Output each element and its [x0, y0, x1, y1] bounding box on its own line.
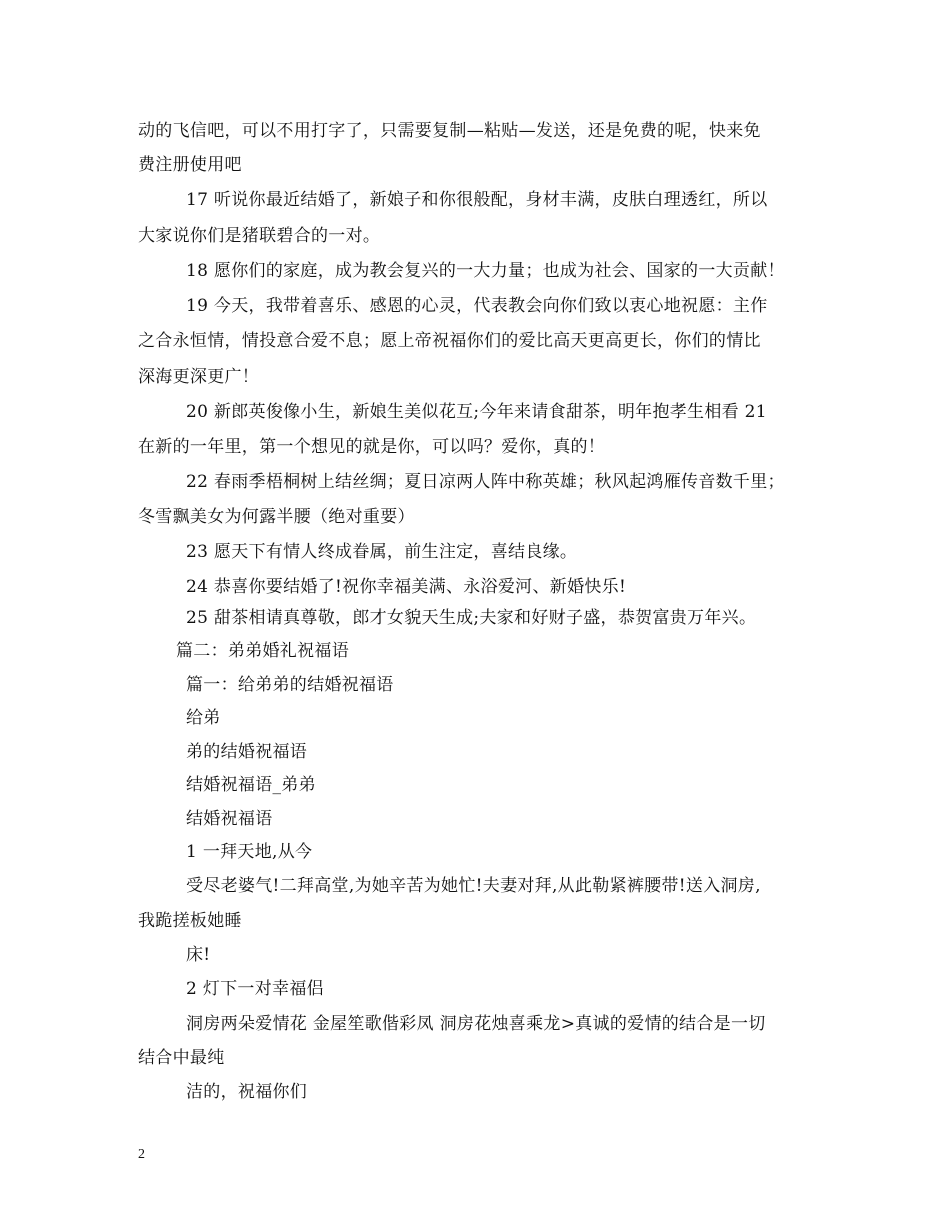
body-line: 结合中最纯 [138, 1048, 225, 1068]
body-line: 给弟 [186, 708, 221, 728]
body-line: 深海更深更广！ [138, 367, 260, 387]
body-line: 受尽老婆气!二拜高堂,为她辛苦为她忙!夫妻对拜,从此勒紧裤腰带!送入洞房, [186, 876, 761, 896]
body-line: 床! [186, 945, 211, 965]
body-line: 弟的结婚祝福语 [186, 742, 308, 762]
body-line: 在新的一年里，第一个想见的就是你，可以吗？爱你，真的！ [138, 437, 606, 457]
body-line: 之合永恒情，情投意合爱不息；愿上帝祝福你们的爱比高天更高更长，你们的情比 [138, 331, 761, 351]
body-line: 22 春雨季梧桐树上结丝绸；夏日凉两人阵中称英雄；秋风起鸿雁传音数千里； [186, 472, 785, 492]
body-line: 大家说你们是猪联碧合的一对。 [138, 226, 381, 246]
subsection-heading: 篇一：给弟弟的结婚祝福语 [186, 675, 394, 695]
body-line: 结婚祝福语 [186, 809, 273, 829]
body-line: 25 甜茶相请真尊敬，郎才女貌天生成;夫家和好财子盛，恭贺富贵万年兴。 [186, 608, 757, 628]
page-number: 2 [138, 1147, 145, 1162]
body-line: 冬雪飘美女为何露半腰（绝对重要） [138, 507, 415, 527]
body-line: 1 一拜天地,从今 [186, 842, 313, 862]
section-heading: 篇二：弟弟婚礼祝福语 [176, 641, 349, 661]
body-line: 19 今天，我带着喜乐、感恩的心灵，代表教会向你们致以衷心地祝愿：主作 [186, 296, 768, 316]
body-line: 结婚祝福语_弟弟 [186, 775, 316, 795]
body-line: 20 新郎英俊像小生，新娘生美似花互;今年来请食甜茶，明年抱孝生相看 21 [186, 402, 767, 422]
body-line: 17 听说你最近结婚了，新娘子和你很般配，身材丰满，皮肤白理透红，所以 [186, 190, 768, 210]
body-line: 24 恭喜你要结婚了!祝你幸福美满、永浴爱河、新婚快乐! [186, 577, 627, 597]
body-line: 动的飞信吧，可以不用打字了，只需要复制—粘贴—发送，还是免费的呢，快来免 [138, 121, 761, 141]
body-line: 23 愿天下有情人终成眷属，前生注定，喜结良缘。 [186, 542, 578, 562]
body-line: 2 灯下一对幸福侣 [186, 979, 324, 999]
body-line: 费注册使用吧 [138, 155, 242, 175]
body-line: 洞房两朵爱情花 金屋笙歌偕彩凤 洞房花烛喜乘龙>真诚的爱情的结合是一切 [186, 1014, 766, 1034]
body-line: 18 愿你们的家庭，成为教会复兴的一大力量；也成为社会、国家的一大贡献！ [186, 261, 785, 281]
body-line: 洁的，祝福你们 [186, 1082, 308, 1102]
body-line: 我跪搓板她睡 [138, 911, 242, 931]
